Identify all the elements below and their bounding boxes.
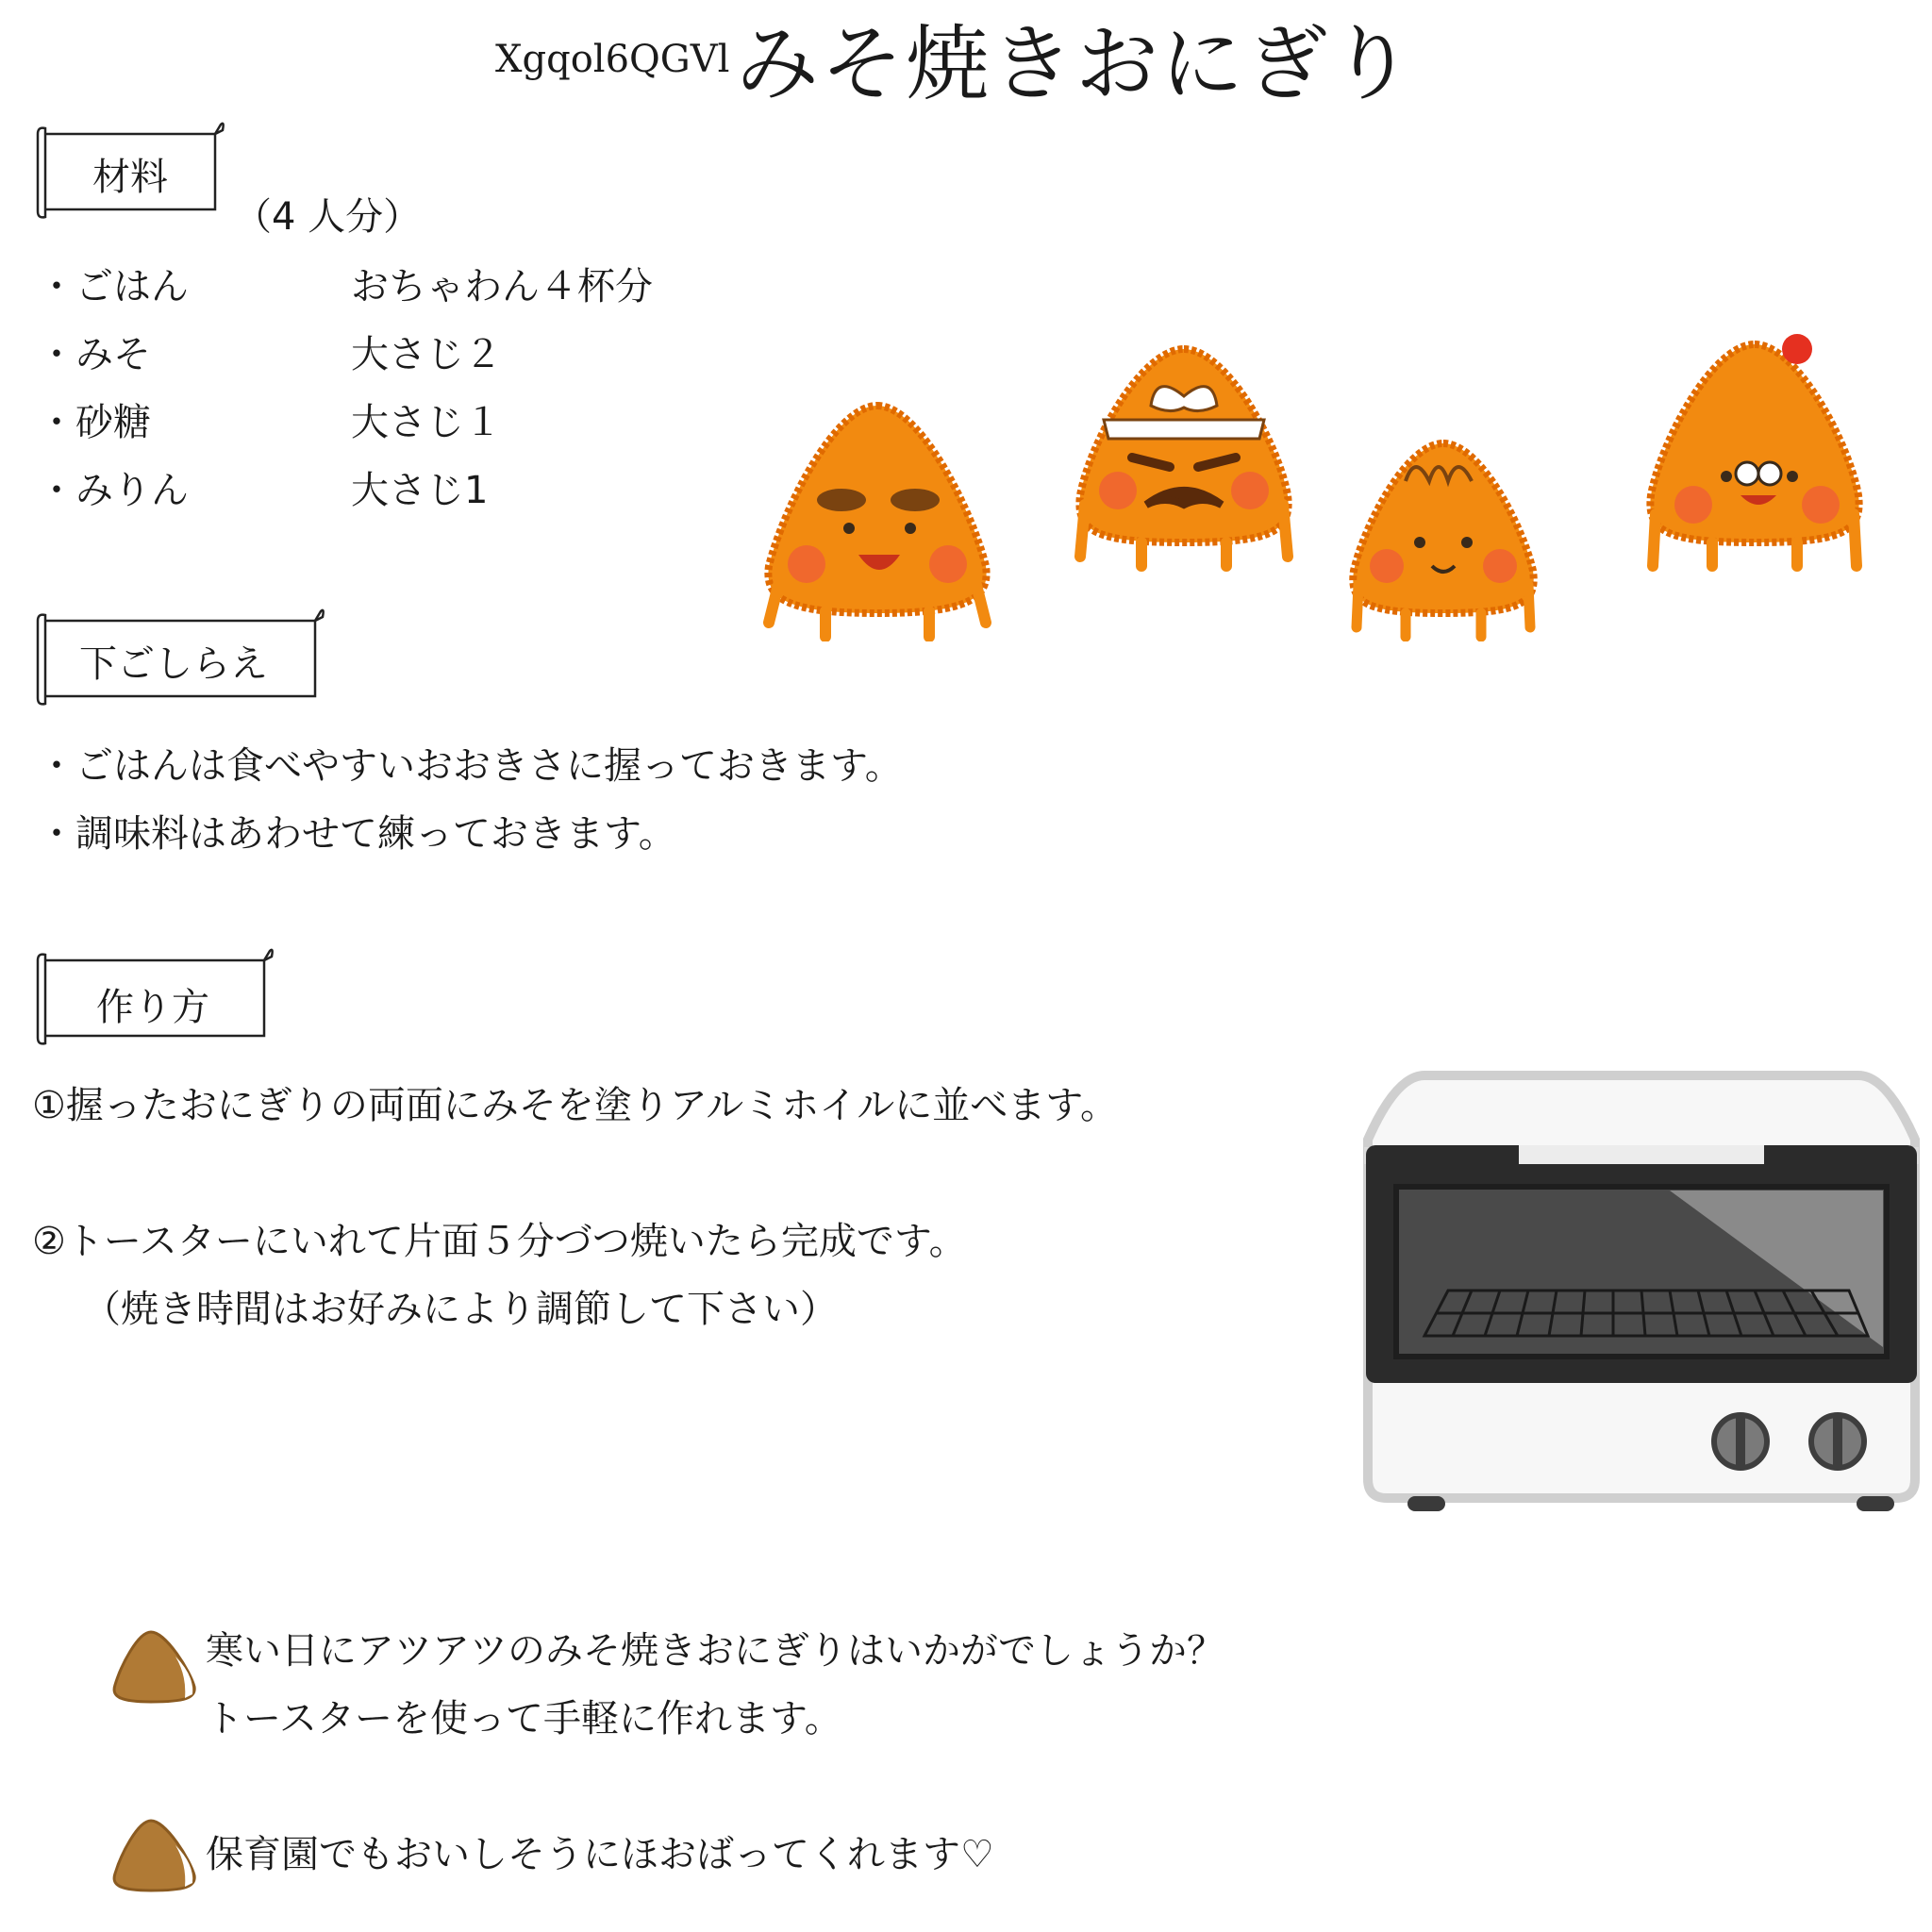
onigiri-character-icon: [1641, 330, 1868, 575]
ingredient-amount: 大さじ２: [351, 333, 502, 376]
onigiri-character-icon: [1066, 340, 1302, 575]
ingredient-amount: 大さじ１: [351, 401, 502, 444]
onigiri-character-icon: [755, 396, 1000, 641]
servings-text: （4 人分）: [234, 195, 422, 239]
ingredient-name: ・砂糖: [38, 401, 151, 444]
ingredient-name: ・ごはん: [38, 265, 189, 308]
grilled-onigiri-icon: [109, 1628, 200, 1706]
note-text: トースターを使って手軽に作れます。: [206, 1697, 842, 1740]
method-note: （焼き時間はお好みにより調節して下さい）: [83, 1288, 838, 1331]
grilled-onigiri-icon: [109, 1628, 200, 1706]
method-step: ②トースターにいれて片面５分づつ焼いたら完成です。: [32, 1220, 967, 1263]
grilled-onigiri-icon: [109, 1817, 200, 1894]
onigiri-character-mother: [1641, 330, 1868, 575]
prep-heading: 下ごしらえ: [79, 642, 268, 686]
ingredient-amount: 大さじ1: [351, 469, 489, 512]
ingredient-name: ・みりん: [38, 469, 189, 512]
recipe-title: みそ焼きおにぎり: [736, 15, 1416, 112]
ingredient-amount: おちゃわん４杯分: [351, 265, 653, 308]
ingredients-heading-banner: [36, 119, 225, 223]
method-step: ①握ったおにぎりの両面にみそを塗りアルミホイルに並べます。: [32, 1084, 1119, 1127]
prep-item: ・ごはんは食べやすいおおきさに握っておきます。: [38, 744, 903, 788]
onigiri-character-icon: [1340, 434, 1547, 641]
note-text: 保育園でもおいしそうにほおばってくれます♡: [206, 1833, 994, 1876]
toaster-oven-icon: [1358, 1064, 1924, 1517]
note-text: 寒い日にアツアツのみそ焼きおにぎりはいかがでしょうか？: [206, 1629, 1224, 1673]
ingredient-name: ・みそ: [38, 333, 151, 376]
method-heading-banner: [36, 945, 274, 1049]
prep-heading-banner: [36, 606, 325, 709]
method-heading: 作り方: [96, 986, 209, 1029]
document-code: Xgqol6QGVl: [495, 38, 730, 81]
onigiri-character-child: [1340, 434, 1547, 641]
prep-item: ・調味料はあわせて練っておきます。: [38, 812, 676, 856]
toaster-oven-illustration: [1358, 1064, 1924, 1517]
onigiri-character-grandpa: [755, 396, 1000, 641]
ingredients-heading: 材料: [92, 156, 168, 199]
onigiri-character-father: [1066, 340, 1302, 575]
grilled-onigiri-icon: [109, 1817, 200, 1894]
